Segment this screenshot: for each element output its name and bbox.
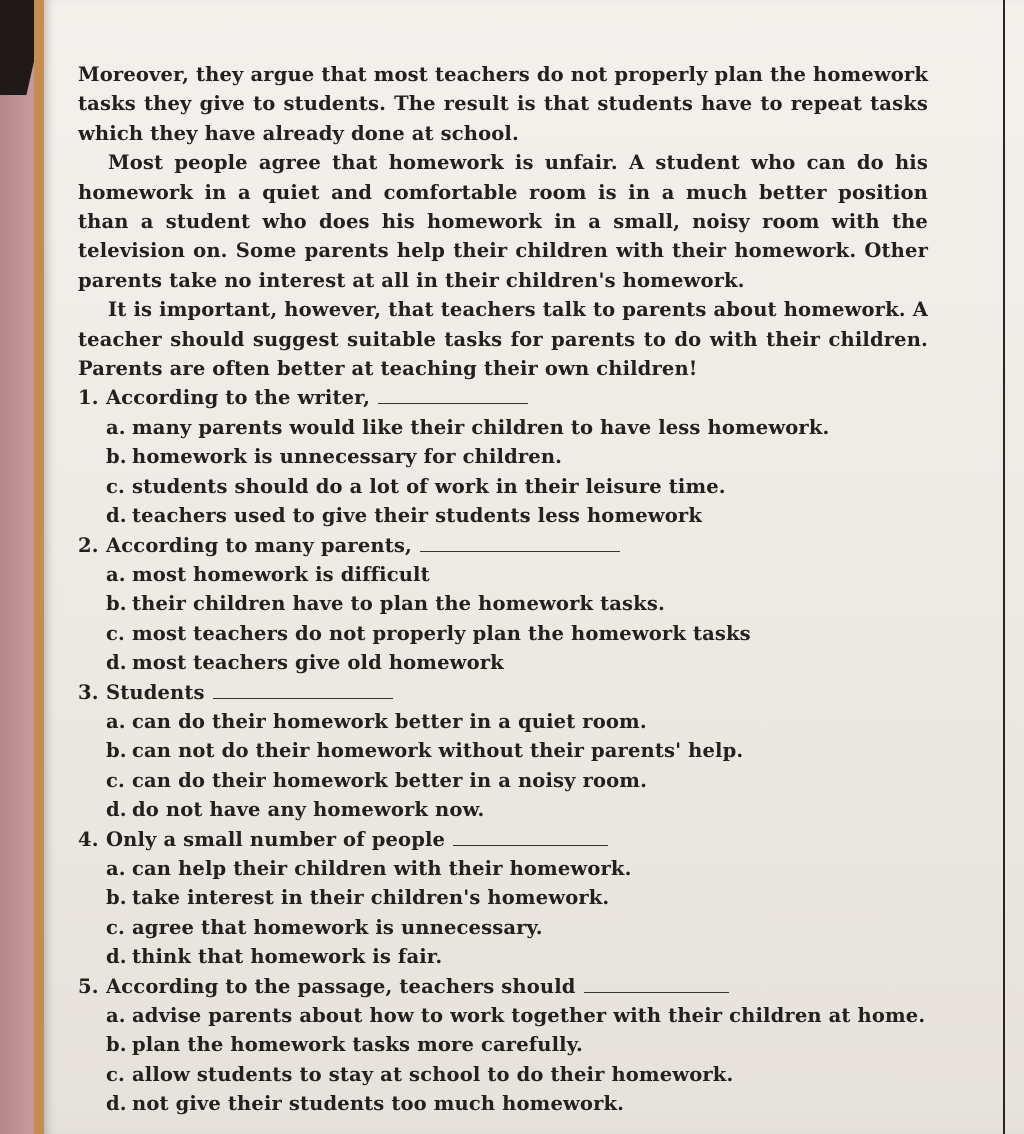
- page-border-line: [1003, 0, 1005, 1134]
- question-stem: Students: [106, 680, 205, 704]
- option-d: [78, 1089, 928, 1118]
- option-text: not give their students too much homework.: [132, 1092, 625, 1116]
- question-3: [78, 678, 928, 825]
- option-text: allow students to stay at school to do their homework.: [132, 1062, 734, 1086]
- option-text: do not have any homework now.: [132, 798, 485, 822]
- option-text: most teachers do not properly plan the homework tasks: [132, 621, 751, 645]
- option-d: [78, 648, 928, 677]
- option-letter: c.: [106, 621, 125, 645]
- option-a: [78, 1001, 928, 1030]
- question-2: [78, 531, 928, 678]
- question-1: [78, 383, 928, 530]
- option-letter: a.: [106, 1004, 126, 1027]
- option-text: think that homework is fair.: [132, 945, 443, 969]
- answer-blank: [420, 533, 620, 552]
- option-letter: b.: [106, 886, 127, 910]
- question-number: 3.: [78, 680, 99, 704]
- question-stem: According to the passage, teachers should: [106, 974, 576, 998]
- option-letter: d.: [106, 798, 127, 822]
- question-4: [78, 825, 928, 972]
- option-letter: c.: [106, 474, 125, 498]
- answer-blank: [453, 827, 608, 846]
- option-d: [78, 942, 928, 971]
- option-letter: b.: [106, 1033, 127, 1057]
- option-b: [78, 589, 928, 618]
- answer-blank: [378, 385, 528, 404]
- option-letter: d.: [106, 1092, 127, 1116]
- option-letter: b.: [106, 592, 127, 616]
- passage-paragraph-3: It is important, however, that teachers talk to parents about homework. A teacher should suggest suitable tasks for parents to do with their children. Parents are often better at teaching their own children!: [78, 298, 928, 381]
- option-text: can do their homework better in a noisy room.: [132, 768, 648, 792]
- option-text: agree that homework is unnecessary.: [132, 915, 543, 939]
- option-d: [78, 501, 928, 530]
- option-b: [78, 883, 928, 912]
- option-letter: a.: [106, 856, 126, 880]
- question-stem: According to the writer,: [106, 386, 371, 410]
- option-c: [78, 1060, 928, 1089]
- option-text: their children have to plan the homework tasks.: [132, 592, 665, 616]
- option-letter: d.: [106, 504, 127, 528]
- option-d: [78, 795, 928, 824]
- question-stem: Only a small number of people: [106, 827, 446, 851]
- question-5: [78, 972, 928, 1119]
- option-letter: b.: [106, 739, 127, 763]
- question-number: 1.: [78, 386, 99, 410]
- option-c: [78, 766, 928, 795]
- option-letter: c.: [106, 1062, 125, 1086]
- option-a: [78, 560, 928, 589]
- option-text: most homework is difficult: [132, 562, 430, 586]
- question-number: 4.: [78, 827, 99, 851]
- option-c: [78, 619, 928, 648]
- answer-blank: [584, 974, 729, 993]
- option-a: [78, 854, 928, 883]
- option-letter: a.: [106, 709, 126, 733]
- option-b: [78, 442, 928, 471]
- option-letter: c.: [106, 915, 125, 939]
- question-number: 5.: [78, 974, 99, 998]
- option-a: [78, 413, 928, 442]
- option-letter: a.: [106, 562, 126, 586]
- option-b: [78, 1030, 928, 1059]
- option-text: homework is unnecessary for children.: [132, 445, 563, 469]
- option-text: can do their homework better in a quiet room.: [132, 709, 647, 733]
- option-c: [78, 913, 928, 942]
- option-letter: c.: [106, 768, 125, 792]
- option-text: can not do their homework without their parents' help.: [132, 739, 744, 763]
- option-letter: d.: [106, 651, 127, 675]
- option-text: take interest in their children's homework.: [132, 886, 610, 910]
- option-text: can help their children with their homework.: [132, 856, 632, 880]
- option-c: [78, 472, 928, 501]
- option-text: many parents would like their children to have less homework.: [132, 415, 830, 439]
- passage-paragraph-1: Moreover, they argue that most teachers do not properly plan the homework tasks they give to students. The result is that students have to repeat tasks which they have already done at school.: [78, 63, 928, 145]
- passage-paragraph-2: Most people agree that homework is unfair. A student who can do his homework in a quiet and comfortable room is in a much better position than a student who does his homework in a small, noisy room with the television on. Some parents help their children with their homework. Other parents take no interest at all in their children's homework.: [78, 151, 928, 292]
- option-a: [78, 707, 928, 736]
- option-text: teachers used to give their students less homework: [132, 504, 702, 528]
- option-text: advise parents about how to work together with their children at home.: [132, 1004, 926, 1027]
- question-stem: According to many parents,: [106, 533, 412, 557]
- option-letter: a.: [106, 415, 126, 439]
- option-letter: b.: [106, 445, 127, 469]
- option-text: most teachers give old homework: [132, 651, 504, 675]
- worksheet-content: [78, 60, 928, 1119]
- option-text: students should do a lot of work in their leisure time.: [132, 474, 726, 498]
- answer-blank: [213, 680, 393, 699]
- option-letter: d.: [106, 945, 127, 969]
- option-b: [78, 736, 928, 765]
- option-text: plan the homework tasks more carefully.: [132, 1033, 583, 1057]
- question-number: 2.: [78, 533, 99, 557]
